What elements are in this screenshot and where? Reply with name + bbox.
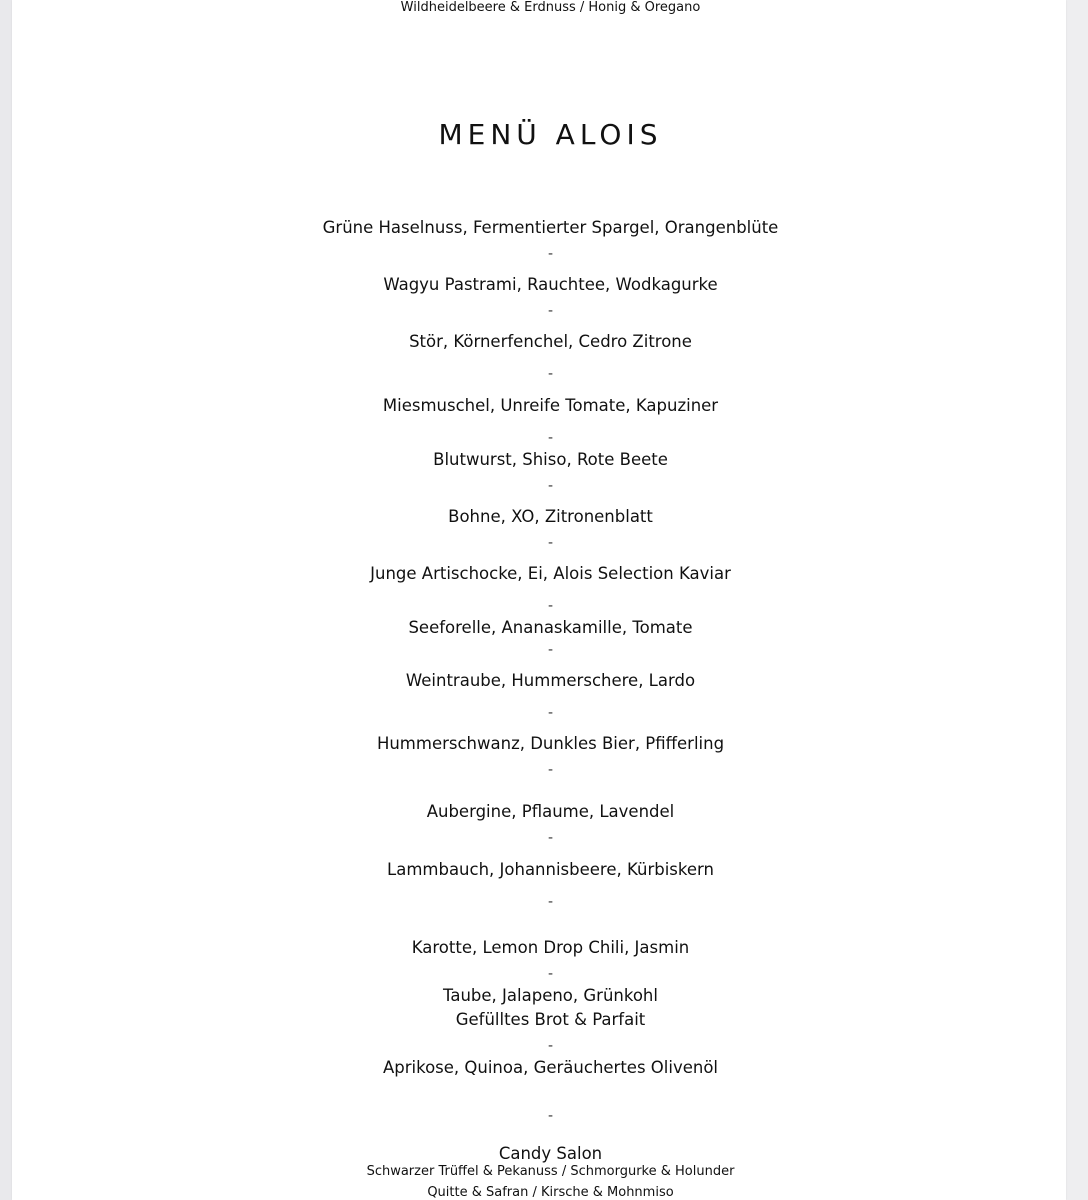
menu-course: Wagyu Pastrami, Rauchtee, Wodkagurke xyxy=(383,275,718,294)
candy-salon-item: Quitte & Safran / Kirsche & Mohnmiso xyxy=(427,1185,674,1200)
course-separator: - xyxy=(547,430,554,446)
course-separator: - xyxy=(547,642,554,658)
course-separator: - xyxy=(547,246,554,262)
menu-course: Seeforelle, Ananaskamille, Tomate xyxy=(408,618,693,637)
menu-course: Aprikose, Quinoa, Geräuchertes Olivenöl xyxy=(382,1058,719,1077)
menu-course: Lammbauch, Johannisbeere, Kürbiskern xyxy=(387,860,714,879)
menu-page xyxy=(12,0,1066,1200)
course-separator: - xyxy=(547,478,554,494)
menu-course: Blutwurst, Shiso, Rote Beete xyxy=(433,450,668,469)
menu-course: Junge Artischocke, Ei, Alois Selection Kaviar xyxy=(370,564,731,583)
candy-salon-item: Schwarzer Trüffel & Pekanuss / Schmorgurke & Holunder xyxy=(366,1164,735,1179)
menu-course: Weintraube, Hummerschere, Lardo xyxy=(405,671,696,690)
course-separator: - xyxy=(547,705,554,721)
course-separator: - xyxy=(547,1108,554,1124)
menu-course: Gefülltes Brot & Parfait xyxy=(455,1010,646,1029)
course-separator: - xyxy=(547,830,554,846)
course-separator: - xyxy=(547,535,554,551)
menu-course: Bohne, XO, Zitronenblatt xyxy=(448,507,653,526)
menu-course: Karotte, Lemon Drop Chili, Jasmin xyxy=(411,938,690,957)
menu-course: Candy Salon xyxy=(498,1144,603,1163)
course-separator: - xyxy=(547,966,554,982)
menu-course: Hummerschwanz, Dunkles Bier, Pfifferling xyxy=(376,734,725,753)
course-separator: - xyxy=(547,598,554,614)
menu-course: Miesmuschel, Unreife Tomate, Kapuziner xyxy=(382,396,719,415)
course-separator: - xyxy=(547,303,554,319)
menu-course: Taube, Jalapeno, Grünkohl xyxy=(443,986,658,1005)
menu-course: Aubergine, Pflaume, Lavendel xyxy=(426,802,675,821)
menu-course: Grüne Haselnuss, Fermentierter Spargel, Orangenblüte xyxy=(322,218,779,237)
menu-course: Stör, Körnerfenchel, Cedro Zitrone xyxy=(409,332,692,351)
course-separator: - xyxy=(547,762,554,778)
menu-title: MENÜ ALOIS xyxy=(438,118,663,151)
course-separator: - xyxy=(547,1038,554,1054)
course-separator: - xyxy=(547,894,554,910)
course-separator: - xyxy=(547,366,554,382)
candy-salon-item: Wildheidelbeere & Erdnuss / Honig & Oregano xyxy=(400,0,701,15)
